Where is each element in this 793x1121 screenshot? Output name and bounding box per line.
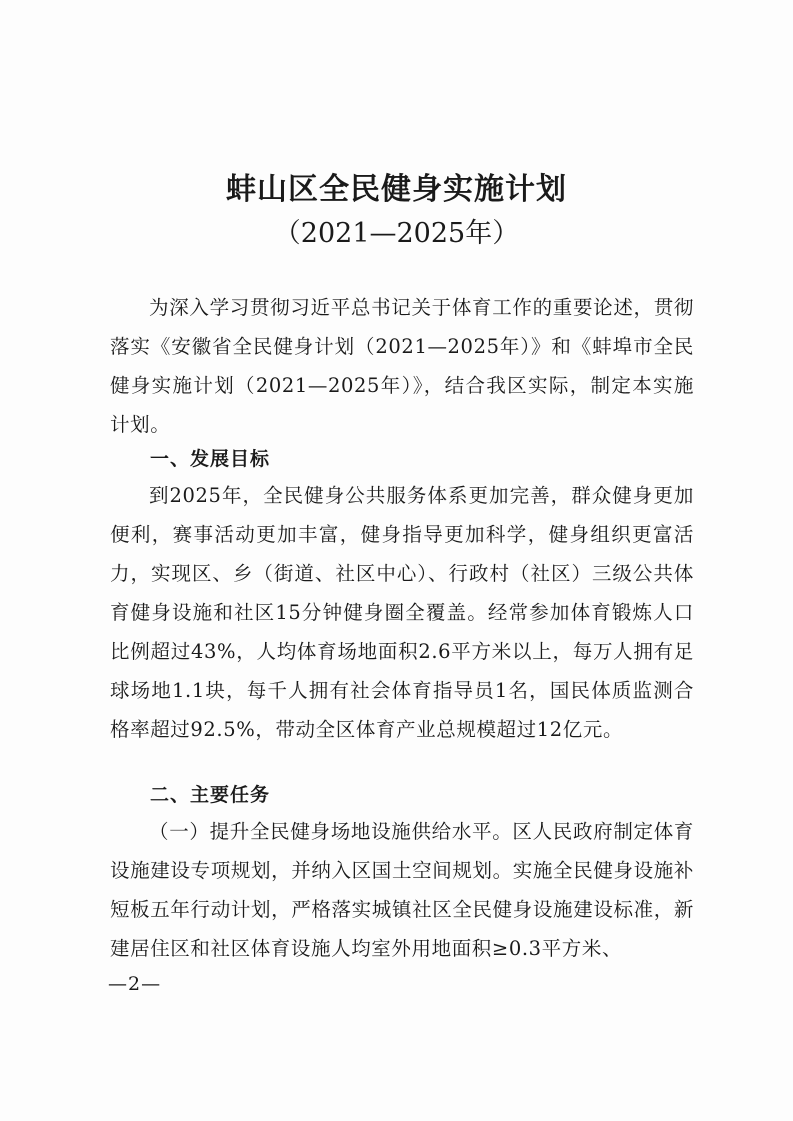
goals-block — [110, 476, 694, 749]
section-heading-tasks: 二、主要任务 — [150, 784, 271, 806]
tasks-block — [110, 812, 694, 968]
intro-paragraph: 为深入学习贯彻习近平总书记关于体育工作的重要论述，贯彻落实《安徽省全民健身计划（2021—2025年）》和《蚌埠市全民健身实施计划（2021—2025年）》，结合我区实际，制定本实施计划。 — [110, 296, 694, 436]
goals-paragraph: 到2025年，全民健身公共服务体系更加完善，群众健身更加便利，赛事活动更加丰富，健身指导更加科学，健身组织更富活力，实现区、乡（街道、社区中心）、行政村（社区）三级公共体育健身设施和社区15分钟健身圈全覆盖。经常参加体育锻炼人口比例超过43%，人均体育场地面积2.6平方米以上，每万人拥有足球场地1.1块，每千人拥有社会体育指导员1名，国民体质监测合格率超过92.5%，带动全区体育产业总规模超过12亿元。 — [110, 484, 694, 741]
page-title: 蚌山区全民健身实施计划 — [226, 172, 567, 207]
title-block — [0, 168, 793, 256]
page-subtitle: （2021—2025年） — [273, 218, 520, 249]
intro-block — [110, 288, 694, 444]
section-heading-goals: 一、发展目标 — [150, 448, 271, 470]
tasks-paragraph: （一）提升全民健身场地设施供给水平。区人民政府制定体育设施建设专项规划，并纳入区国土空间规划。实施全民健身设施补短板五年行动计划，严格落实城镇社区全民健身设施建设标准，新建居住区和社区体育设施人均室外用地面积≥0.3平方米、 — [110, 820, 694, 960]
page-number: —2— — [108, 973, 162, 995]
